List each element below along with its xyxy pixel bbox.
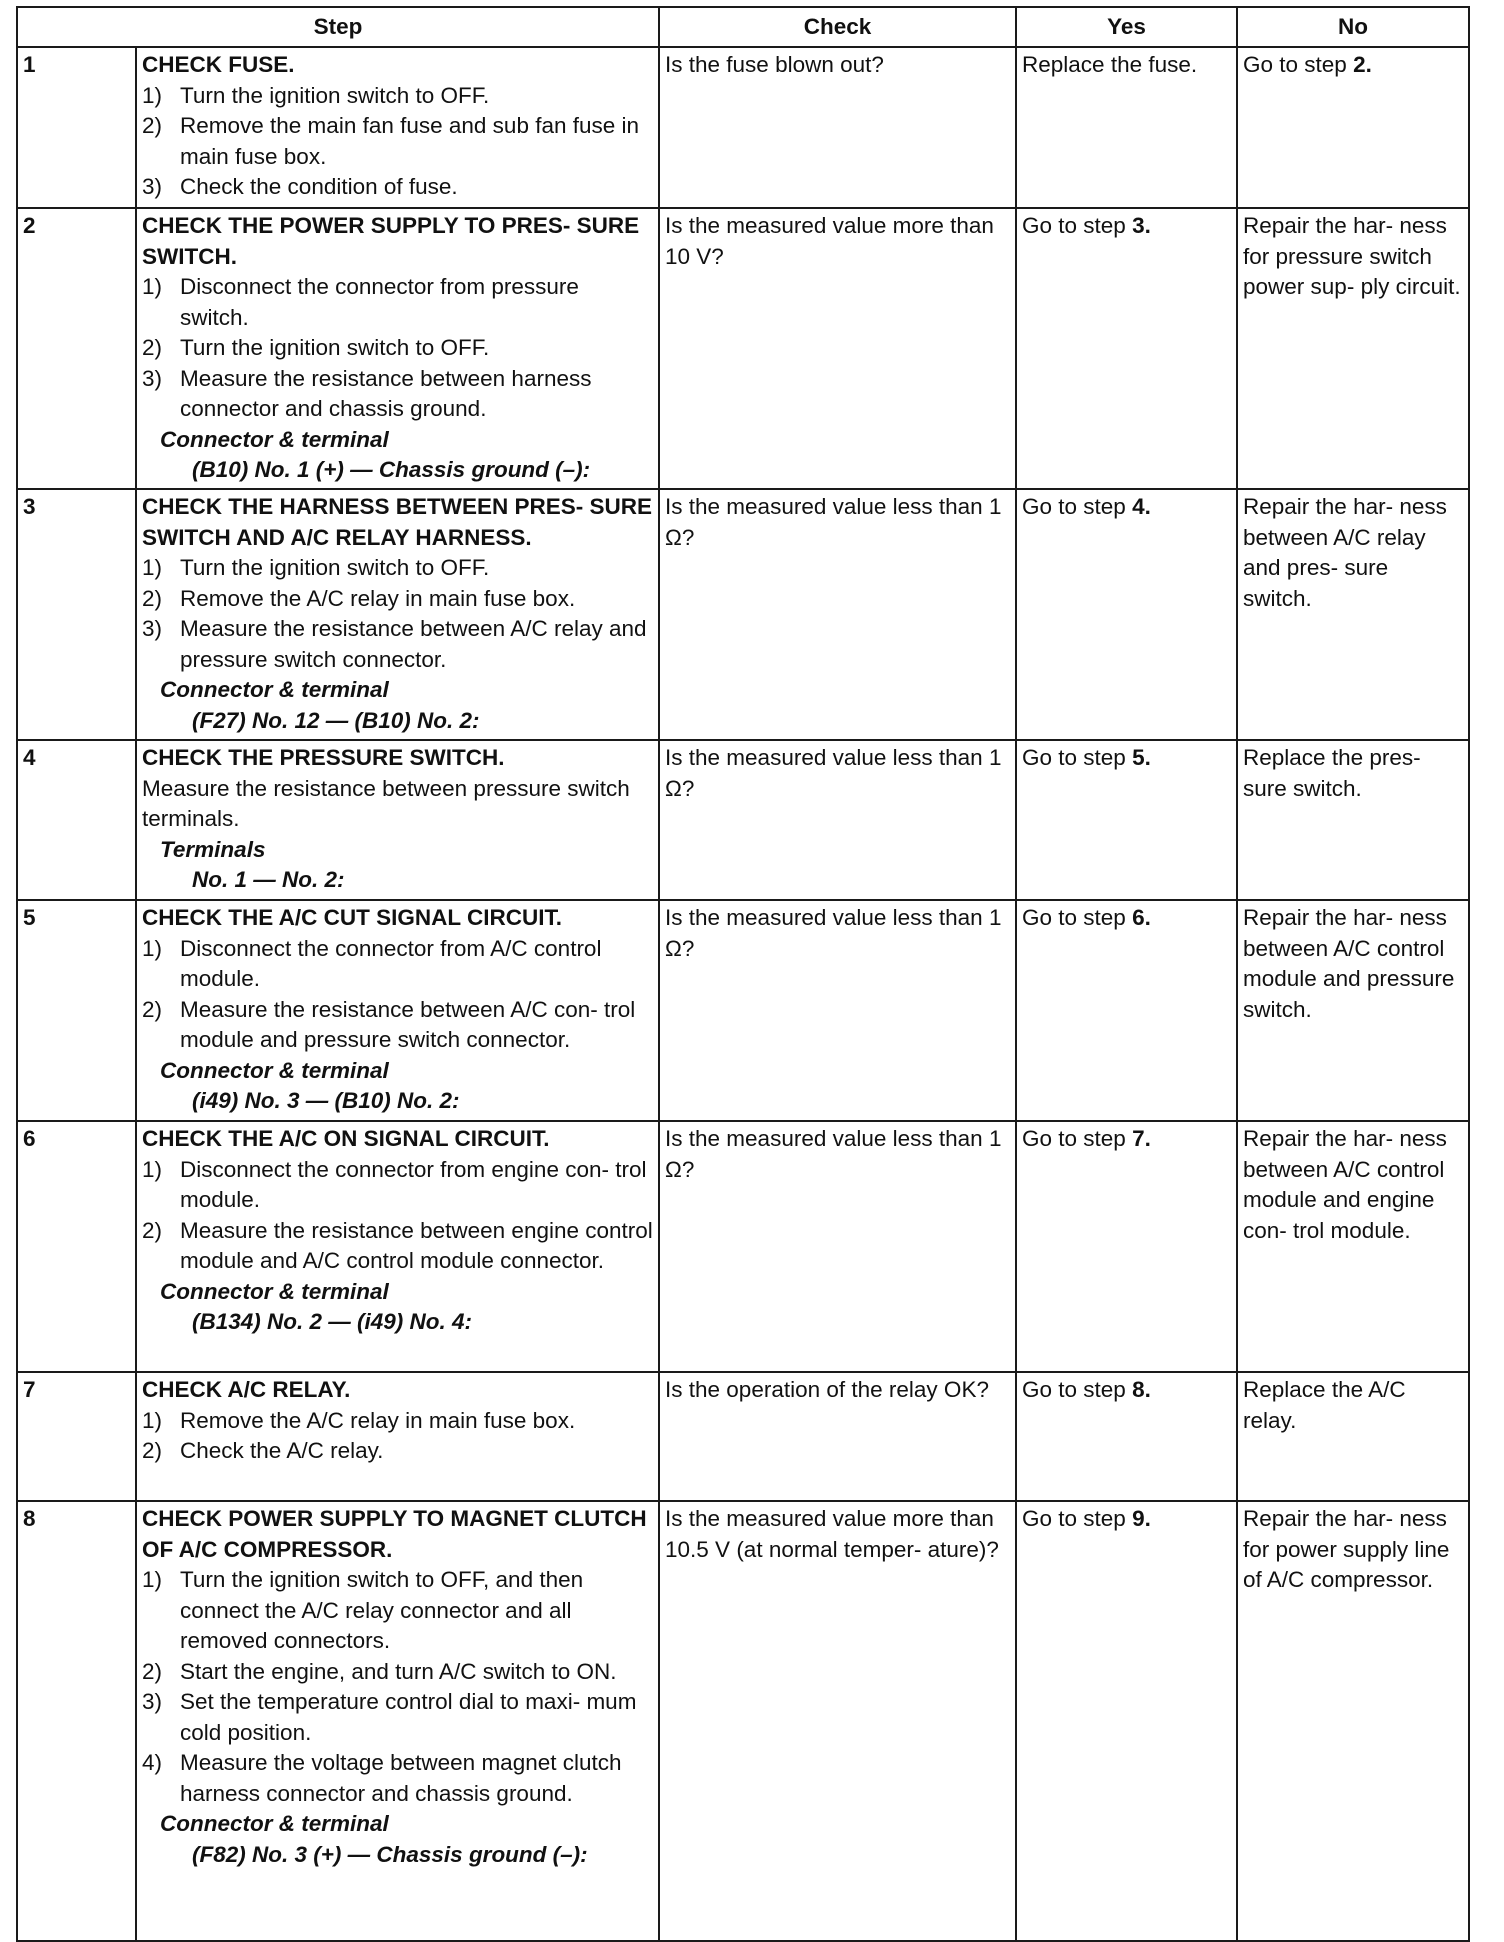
step-number: 8 <box>17 1501 136 1941</box>
no-cell <box>1237 47 1469 208</box>
step-cell <box>136 489 659 740</box>
substep <box>142 333 653 364</box>
yes-step-ref: 5. <box>1132 745 1151 770</box>
step-number: 6 <box>17 1121 136 1372</box>
check-cell: Is the measured value less than 1 Ω? <box>659 489 1016 740</box>
substep-number: 1) <box>142 935 163 961</box>
substep <box>142 934 653 995</box>
substep <box>142 1565 653 1657</box>
substep <box>142 1687 653 1748</box>
yes-step-ref: 3. <box>1132 213 1151 238</box>
step-number: 3 <box>17 489 136 740</box>
connector-label: Connector & terminal <box>160 1278 389 1304</box>
substep-number: 2) <box>142 113 163 138</box>
substep-text: Check the A/C relay. <box>180 1438 384 1463</box>
substep-number: 2) <box>142 585 163 611</box>
step-title: CHECK THE A/C CUT SIGNAL CIRCUIT. <box>142 905 563 930</box>
yes-text: Go to step <box>1022 1126 1133 1151</box>
check-cell: Is the measured value less than 1 Ω? <box>659 1121 1016 1372</box>
substep-number: 3) <box>142 616 163 641</box>
no-step-ref: 2. <box>1353 52 1372 77</box>
substep-number: 2) <box>142 1217 163 1243</box>
table-row <box>17 47 1469 208</box>
substep-number: 4) <box>142 1750 163 1775</box>
yes-text: Go to step <box>1022 494 1133 519</box>
substep <box>142 553 653 584</box>
yes-step-ref: 7. <box>1132 1126 1151 1151</box>
connector-terminal: (F27) No. 12 — (B10) No. 2: <box>192 707 480 733</box>
yes-step-ref: 4. <box>1132 494 1151 519</box>
substep-text: Start the engine, and turn A/C switch to ON. <box>180 1658 617 1684</box>
no-text: Repair the har- ness for pressure switch power sup- ply circuit. <box>1243 213 1461 299</box>
no-text: Repair the har- ness between A/C control module and pressure switch. <box>1243 905 1455 1022</box>
substep-number: 1) <box>142 82 163 108</box>
yes-step-ref: 9. <box>1132 1506 1151 1531</box>
substep-number: 3) <box>142 365 163 391</box>
substep <box>142 584 653 615</box>
check-cell: Is the fuse blown out? <box>659 47 1016 208</box>
no-cell <box>1237 1372 1469 1501</box>
no-text: Go to step <box>1243 52 1354 77</box>
connector-label: Connector & terminal <box>160 677 389 702</box>
substep-list <box>142 272 653 425</box>
connector-terminal: (i49) No. 3 — (B10) No. 2: <box>192 1088 460 1113</box>
header-step: Step <box>17 7 659 47</box>
yes-step-ref: 8. <box>1132 1377 1151 1402</box>
substep <box>142 272 653 333</box>
substep-number: 1) <box>142 1407 163 1433</box>
substep-text: Measure the resistance between harness connector and chassis ground. <box>180 365 592 421</box>
yes-text: Replace the fuse. <box>1022 52 1198 77</box>
table-header-row <box>17 7 1469 47</box>
check-cell: Is the measured value less than 1 Ω? <box>659 900 1016 1121</box>
step-cell <box>136 900 659 1121</box>
substep-list <box>142 1406 653 1467</box>
substep-number: 2) <box>142 1438 163 1463</box>
substep-text: Disconnect the connector from A/C control module. <box>180 935 602 991</box>
yes-cell <box>1016 1372 1237 1501</box>
check-cell: Is the measured value less than 1 Ω? <box>659 740 1016 900</box>
no-text: Repair the har- ness between A/C control module and engine con- trol module. <box>1243 1126 1447 1243</box>
substep-number: 2) <box>142 996 163 1022</box>
step-title: CHECK THE PRESSURE SWITCH. <box>142 745 505 770</box>
yes-text: Go to step <box>1022 1506 1133 1531</box>
substep <box>142 995 653 1056</box>
substep-list <box>142 553 653 675</box>
yes-text: Go to step <box>1022 905 1133 930</box>
check-cell: Is the operation of the relay OK? <box>659 1372 1016 1501</box>
substep <box>142 81 653 112</box>
substep <box>142 111 653 172</box>
substep-list <box>142 1155 653 1277</box>
substep-number: 2) <box>142 335 163 360</box>
substep <box>142 364 653 425</box>
diagnostic-table <box>16 6 1470 1942</box>
substep-text: Measure the resistance between A/C relay and pressure switch connector. <box>180 616 647 672</box>
connector-terminal: (B134) No. 2 — (i49) No. 4: <box>192 1309 473 1334</box>
step-cell <box>136 1501 659 1941</box>
yes-cell <box>1016 1501 1237 1941</box>
substep <box>142 1406 653 1437</box>
no-text: Repair the har- ness for power supply line of A/C compressor. <box>1243 1506 1450 1592</box>
substep-text: Measure the resistance between engine control module and A/C control module connector. <box>180 1217 653 1273</box>
step-intro: Measure the resistance between pressure switch terminals. <box>142 775 630 831</box>
substep-number: 3) <box>142 174 163 199</box>
connector-terminal: (B10) No. 1 (+) — Chassis ground (–): <box>192 457 591 482</box>
substep-text: Check the condition of fuse. <box>180 174 458 199</box>
no-text: Repair the har- ness between A/C relay and pres- sure switch. <box>1243 494 1447 611</box>
step-number: 7 <box>17 1372 136 1501</box>
substep-text: Remove the A/C relay in main fuse box. <box>180 585 576 611</box>
no-cell <box>1237 489 1469 740</box>
connector-label: Connector & terminal <box>160 426 389 452</box>
substep <box>142 1436 653 1467</box>
substep-text: Measure the resistance between A/C con- trol module and pressure switch connector. <box>180 996 636 1052</box>
substep-number: 1) <box>142 1156 163 1182</box>
substep <box>142 1155 653 1216</box>
yes-cell <box>1016 489 1237 740</box>
table-row <box>17 1121 1469 1372</box>
substep-number: 1) <box>142 555 163 580</box>
substep-text: Disconnect the connector from engine con- trol module. <box>180 1156 647 1212</box>
table-row <box>17 489 1469 740</box>
check-cell: Is the measured value more than 10 V? <box>659 208 1016 489</box>
substep-number: 3) <box>142 1689 163 1714</box>
step-title: CHECK THE A/C ON SIGNAL CIRCUIT. <box>142 1126 550 1151</box>
connector-label: Connector & terminal <box>160 1057 389 1083</box>
substep-number: 2) <box>142 1658 163 1684</box>
step-cell <box>136 208 659 489</box>
yes-text: Go to step <box>1022 745 1133 770</box>
step-cell <box>136 1121 659 1372</box>
header-no: No <box>1237 7 1469 47</box>
no-cell <box>1237 740 1469 900</box>
no-cell <box>1237 1501 1469 1941</box>
yes-cell <box>1016 1121 1237 1372</box>
connector-terminal: No. 1 — No. 2: <box>192 867 345 892</box>
substep-text: Turn the ignition switch to OFF, and then connect the A/C relay connector and all removed connectors. <box>180 1567 584 1653</box>
no-text: Replace the A/C relay. <box>1243 1377 1406 1433</box>
step-title: CHECK THE POWER SUPPLY TO PRES- SURE SWITCH. <box>142 213 640 269</box>
yes-cell <box>1016 900 1237 1121</box>
substep <box>142 614 653 675</box>
table-row <box>17 740 1469 900</box>
yes-step-ref: 6. <box>1132 905 1151 930</box>
header-yes: Yes <box>1016 7 1237 47</box>
step-cell <box>136 47 659 208</box>
substep <box>142 1748 653 1809</box>
no-cell <box>1237 208 1469 489</box>
substep <box>142 1216 653 1277</box>
substep-number: 1) <box>142 1567 163 1592</box>
yes-text: Go to step <box>1022 213 1133 238</box>
step-number: 5 <box>17 900 136 1121</box>
substep-text: Turn the ignition switch to OFF. <box>180 335 490 360</box>
step-cell <box>136 1372 659 1501</box>
yes-cell <box>1016 47 1237 208</box>
substep-text: Disconnect the connector from pressure switch. <box>180 274 579 330</box>
no-text: Replace the pres- sure switch. <box>1243 745 1421 801</box>
yes-text: Go to step <box>1022 1377 1133 1402</box>
substep <box>142 172 653 203</box>
header-check: Check <box>659 7 1016 47</box>
step-title: CHECK THE HARNESS BETWEEN PRES- SURE SWITCH AND A/C RELAY HARNESS. <box>142 494 653 550</box>
substep <box>142 1657 653 1688</box>
yes-cell <box>1016 740 1237 900</box>
table-row <box>17 1501 1469 1941</box>
step-title: CHECK POWER SUPPLY TO MAGNET CLUTCH OF A/C COMPRESSOR. <box>142 1506 647 1562</box>
connector-label: Connector & terminal <box>160 1811 389 1836</box>
substep-number: 1) <box>142 274 163 299</box>
table-row <box>17 208 1469 489</box>
no-cell <box>1237 1121 1469 1372</box>
substep-list <box>142 1565 653 1809</box>
check-cell: Is the measured value more than 10.5 V (at normal temper- ature)? <box>659 1501 1016 1941</box>
step-cell <box>136 740 659 900</box>
table-row <box>17 1372 1469 1501</box>
step-number: 4 <box>17 740 136 900</box>
substep-text: Remove the A/C relay in main fuse box. <box>180 1407 576 1433</box>
step-title: CHECK A/C RELAY. <box>142 1377 351 1402</box>
substep-text: Turn the ignition switch to OFF. <box>180 555 490 580</box>
table-row <box>17 900 1469 1121</box>
step-number: 1 <box>17 47 136 208</box>
substep-text: Remove the main fan fuse and sub fan fuse in main fuse box. <box>180 113 640 169</box>
substep-text: Set the temperature control dial to maxi- mum cold position. <box>180 1689 637 1745</box>
table-body <box>17 47 1469 1941</box>
no-cell <box>1237 900 1469 1121</box>
connector-label: Terminals <box>160 836 266 862</box>
substep-list <box>142 934 653 1056</box>
connector-terminal: (F82) No. 3 (+) — Chassis ground (–): <box>192 1841 588 1867</box>
substep-text: Measure the voltage between magnet clutch harness connector and chassis ground. <box>180 1750 622 1806</box>
substep-text: Turn the ignition switch to OFF. <box>180 82 490 108</box>
step-title: CHECK FUSE. <box>142 52 295 77</box>
substep-list <box>142 81 653 203</box>
step-number: 2 <box>17 208 136 489</box>
yes-cell <box>1016 208 1237 489</box>
